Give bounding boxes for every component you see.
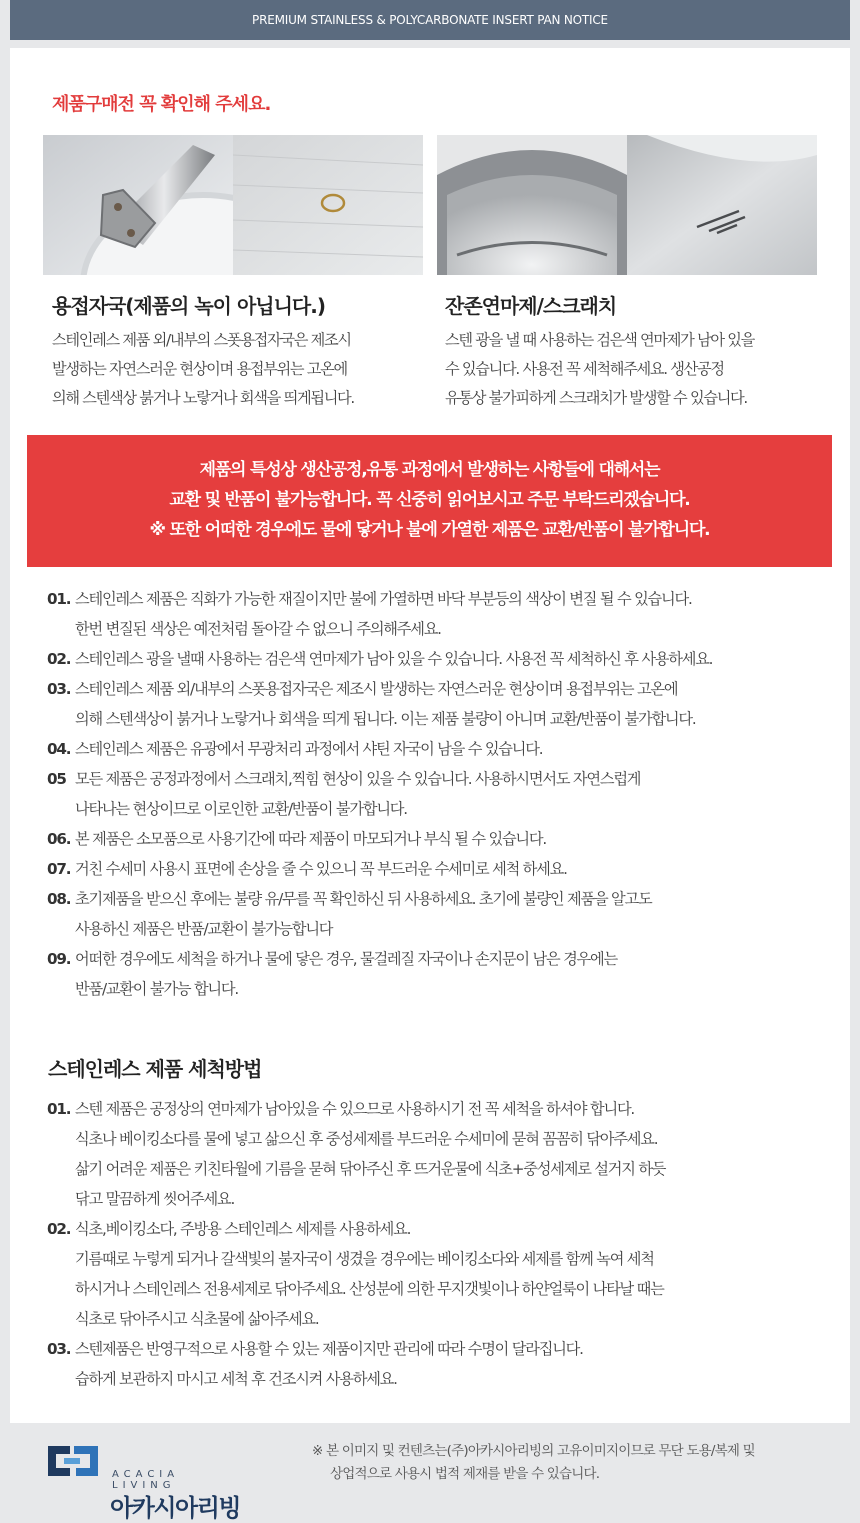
warning-line-1: 제품의 특성상 생산공정,유통 과정에서 발생하는 사항들에 대해서는 xyxy=(199,460,660,480)
copyright-notice: ※ 본 이미지 및 컨텐츠는(주)아카시아리빙의 고유이미지이므로 무단 도용/복제 및 상업적으로 사용시 법적 제재를 받을 수 있습니다. xyxy=(312,1443,755,1482)
list-item: 09. 어떠한 경우에도 세척을 하거나 물에 닿은 경우, 물걸레질 자국이나 손지문이 남은 경우에는 반품/교환이 불가능 합니다. xyxy=(47,950,617,998)
list-item: 02. 스테인레스 광을 낼때 사용하는 검은색 연마제가 남아 있을 수 있습니다. 사용전 꼭 세척하신 후 사용하세요. xyxy=(47,650,713,668)
list-item: 01. 스텐 제품은 공정상의 연마제가 남아있을 수 있으므로 사용하시기 전 꼭 세척을 하셔야 합니다. 식초나 베이킹소다를 물에 넣고 삶으신 후 중성세제를 부드러운 수세미에 묻혀 꼼꼼히 닦아주세요. 삶기 어려운 제품은 키친타월에 기름을 묻혀 닦아주신 후 뜨거운물에 식초+중성세제로 설거지 하듯 닦고 말끔하게 씻어주세요. xyxy=(47,1100,666,1208)
card-scratch-desc: 스텐 광을 낼 때 사용하는 검은색 연마제가 남아 있을 수 있습니다. 사용전 꼭 세척해주세요. 생산공정 유통상 불가피하게 스크래치가 발생할 수 있습니다. xyxy=(445,331,755,407)
list-item: 07. 거친 수세미 사용시 표면에 손상을 줄 수 있으니 꼭 부드러운 수세미로 세척 하세요. xyxy=(47,860,567,878)
notice-list xyxy=(47,584,837,1004)
warning-line-2: 교환 및 반품이 불가능합니다. 꼭 신중히 읽어보시고 주문 부탁드리겠습니다. xyxy=(169,490,690,510)
brand-name-en: ACACIA LIVING xyxy=(112,1469,180,1491)
list-item: 08. 초기제품을 받으신 후에는 불량 유/무를 꼭 확인하신 뒤 사용하세요. 초기에 불량인 제품을 알고도 사용하신 제품은 반품/교환이 불가능합니다 xyxy=(47,890,652,938)
list-item: 04. 스테인레스 제품은 유광에서 무광처리 과정에서 샤틴 자국이 남을 수 있습니다. xyxy=(47,740,543,758)
care-section-title: 스테인레스 제품 세척방법 xyxy=(48,1057,262,1081)
card-weld-desc: 스테인레스 제품 외/내부의 스폿용접자국은 제조시 발생하는 자연스러운 현상이며 용접부위는 고온에 의해 스텐색상 붉거나 노랗거나 회색을 띄게됩니다. xyxy=(52,331,354,407)
card-weld-title: 용접자국(제품의 녹이 아닙니다.) xyxy=(52,294,325,318)
warning-line-3: ※ 또한 어떠한 경우에도 물에 닿거나 불에 가열한 제품은 교환/반품이 불가합니다. xyxy=(149,520,710,540)
list-item: 03. 스텐제품은 반영구적으로 사용할 수 있는 제품이지만 관리에 따라 수명이 달라집니다. 습하게 보관하지 마시고 세척 후 건조시켜 사용하세요. xyxy=(47,1340,583,1388)
notice-title: 제품구매전 꼭 확인해 주세요. xyxy=(52,94,271,115)
header-title: PREMIUM STAINLESS & POLYCARBONATE INSERT PAN NOTICE xyxy=(252,13,608,27)
weld-spot-photo xyxy=(233,135,423,275)
weld-handle-photo xyxy=(43,135,233,275)
list-item: 05 모든 제품은 공정과정에서 스크래치,찍힘 현상이 있을 수 있습니다. 사용하시면서도 자연스럽게 나타나는 현상이므로 이로인한 교환/반품이 불가합니다. xyxy=(47,770,641,818)
polish-residue-photo xyxy=(437,135,627,275)
list-item: 01. 스테인레스 제품은 직화가 가능한 재질이지만 불에 가열하면 바닥 부분등의 색상이 변질 될 수 있습니다. 한번 변질된 색상은 예전처럼 돌아갈 수 없으니 주의해주세요. xyxy=(47,590,692,638)
brand-logo xyxy=(44,1438,244,1522)
list-item: 03. 스테인레스 제품 외/내부의 스폿용접자국은 제조시 발생하는 자연스러운 현상이며 용접부위는 고온에 의해 스텐색상이 붉거나 노랗거나 회색을 띄게 됩니다. 이는 제품 불량이 아니며 교환/반품이 불가합니다. xyxy=(47,680,696,728)
card-scratch-title: 잔존연마제/스크래치 xyxy=(445,294,617,318)
list-item: 06. 본 제품은 소모품으로 사용기간에 따라 제품이 마모되거나 부식 될 수 있습니다. xyxy=(47,830,546,848)
acacia-logo-icon xyxy=(44,1438,104,1484)
care-list xyxy=(47,1094,837,1394)
list-item: 02. 식초,베이킹소다, 주방용 스테인레스 세제를 사용하세요. 기름때로 누렇게 되거나 갈색빛의 불자국이 생겼을 경우에는 베이킹소다와 세제를 함께 녹여 세척 하시거나 스테인레스 전용세제로 닦아주세요. 산성분에 의한 무지갯빛이나 하얀얼룩이 나타날 때는 식초로 닦아주시고 식초물에 삶아주세요. xyxy=(47,1220,664,1328)
header-bar xyxy=(10,0,850,40)
warning-banner xyxy=(27,435,832,567)
scratch-photo xyxy=(627,135,817,275)
brand-name-ko: 아카시아리빙 xyxy=(110,1494,241,1522)
